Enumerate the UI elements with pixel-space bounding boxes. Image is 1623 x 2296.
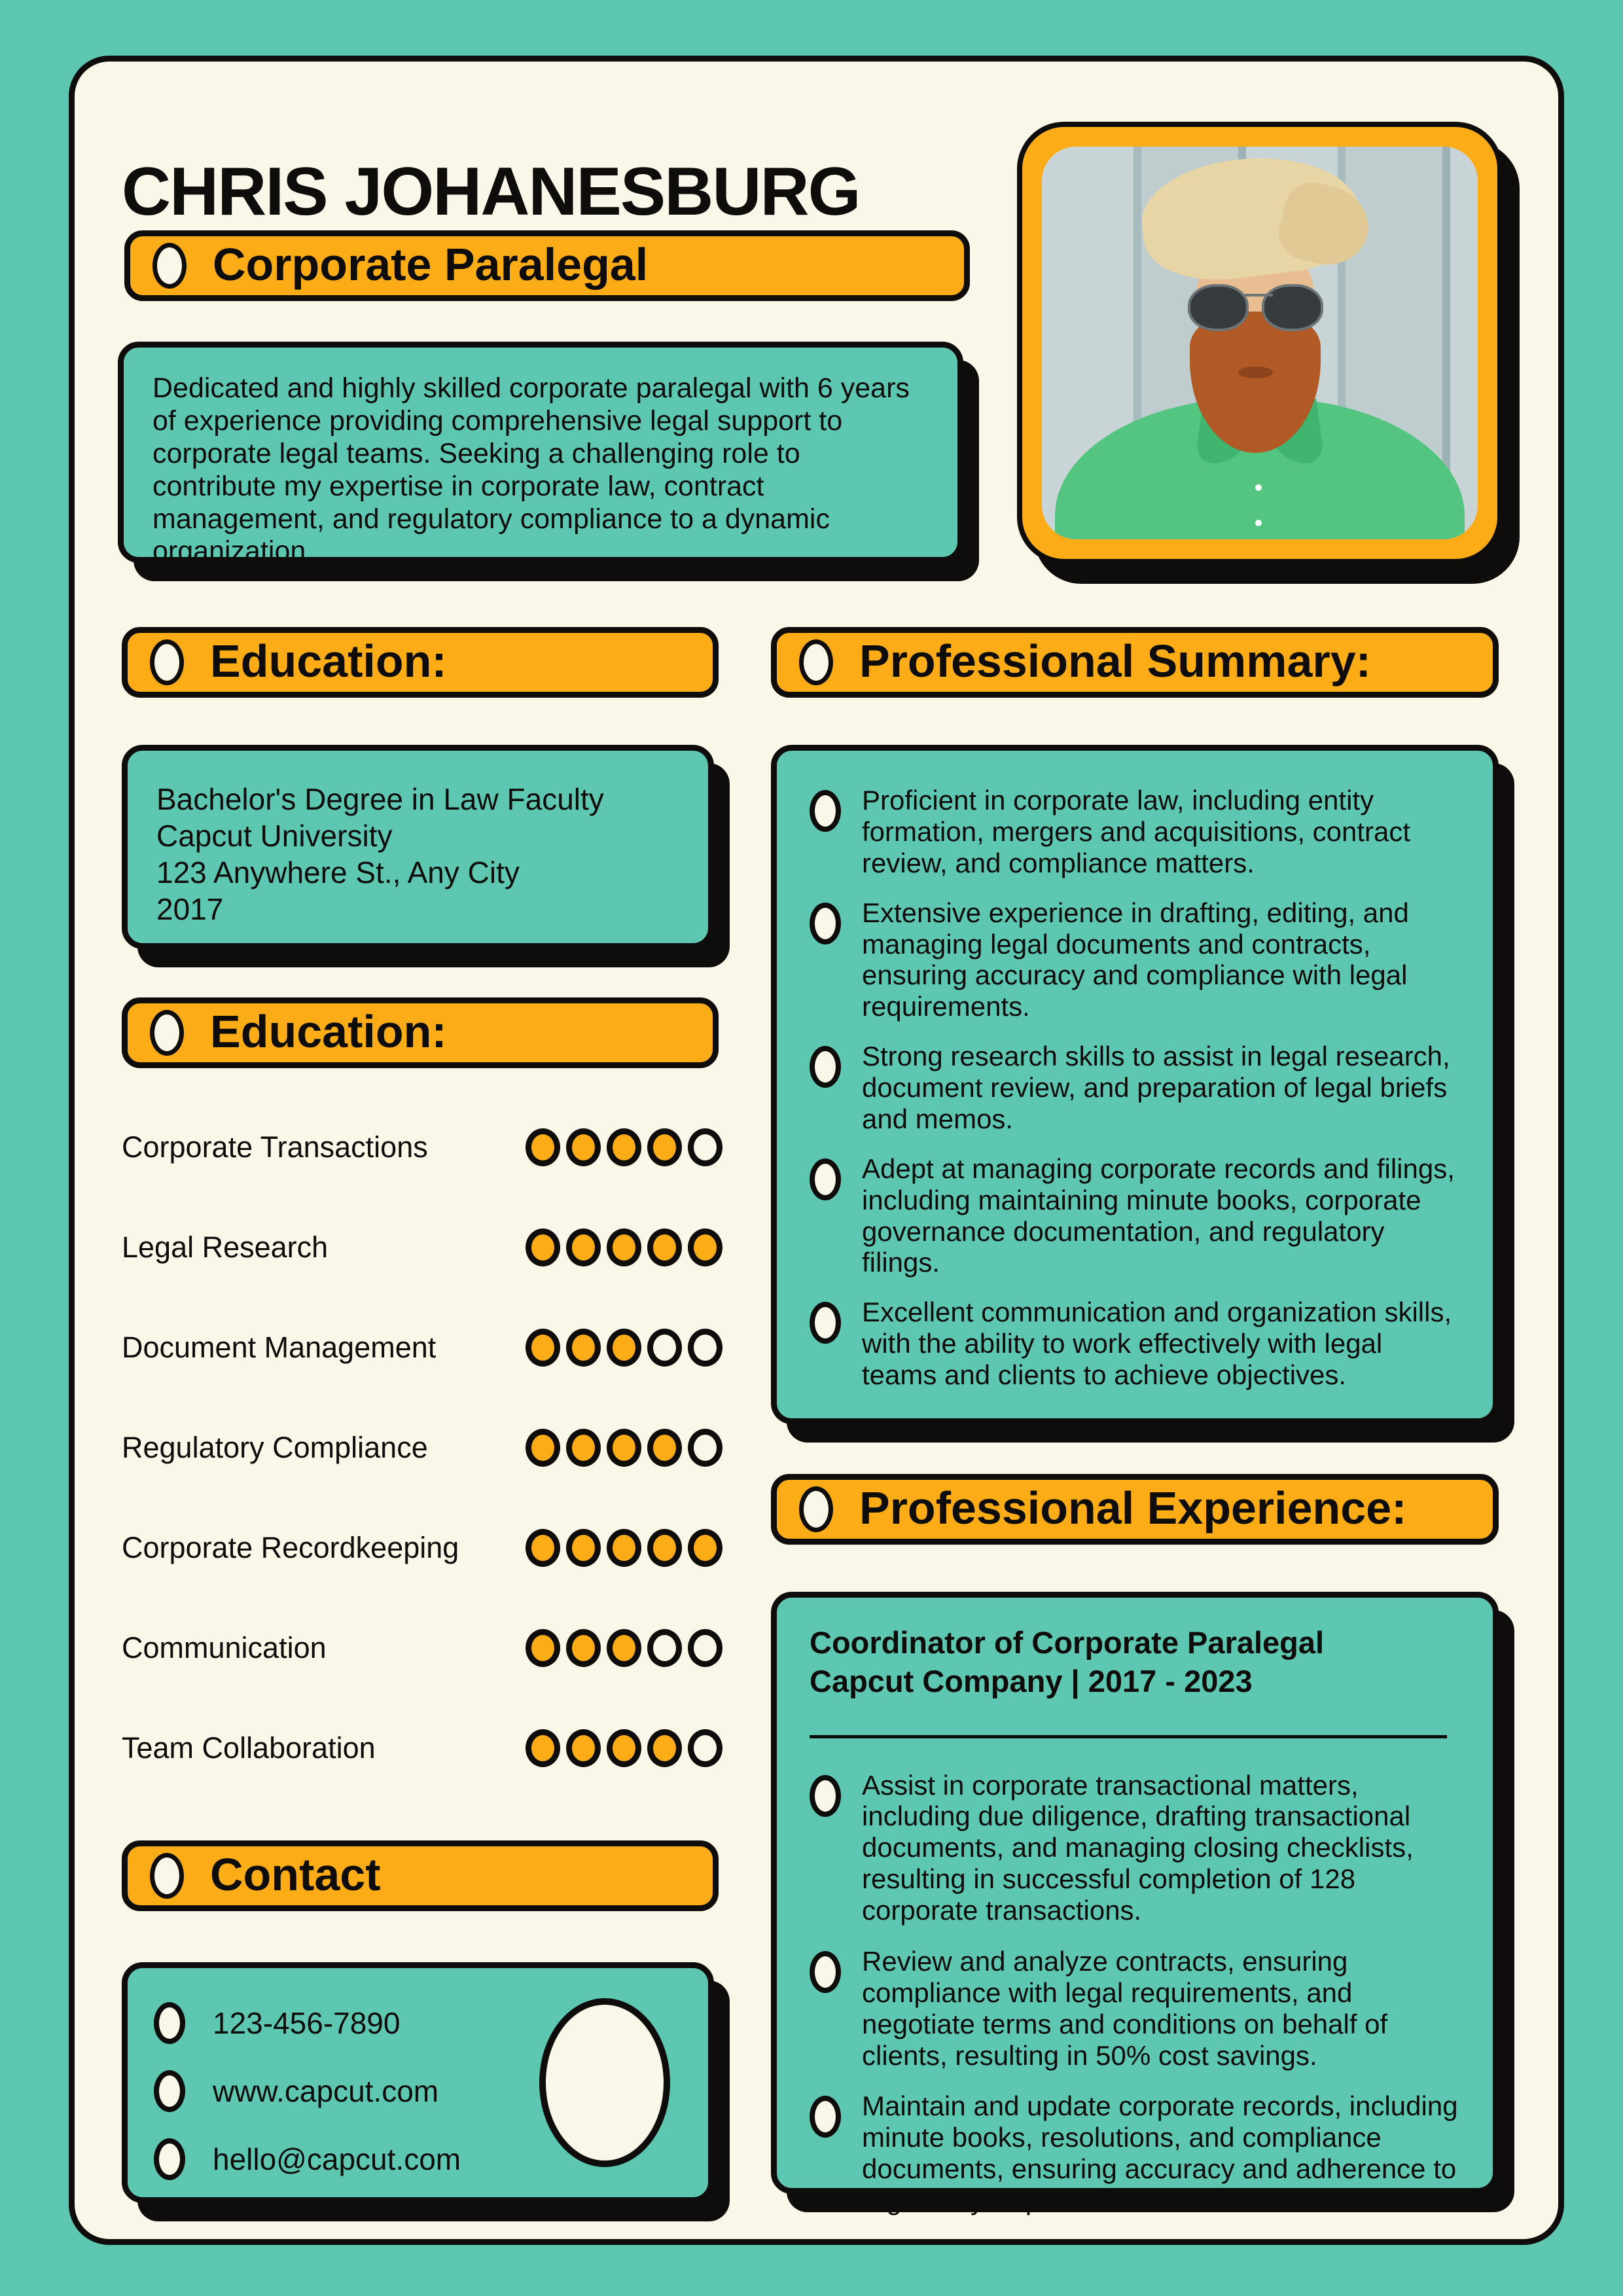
skill-row <box>122 1297 722 1397</box>
resume-card <box>69 56 1564 2245</box>
oval-bullet-icon <box>152 243 187 289</box>
rating-dot-filled-icon <box>647 1729 682 1767</box>
skill-label: Communication <box>122 1630 327 1664</box>
rating-dot-filled-icon <box>526 1529 560 1567</box>
rating-dot-filled-icon <box>647 1429 682 1467</box>
photo-sunglasses-shape <box>1262 284 1323 331</box>
photo-sunglasses-shape <box>1188 284 1249 331</box>
rating-dot-filled-icon <box>647 1529 682 1567</box>
skill-rating <box>526 1529 722 1567</box>
education-header-badge <box>122 627 719 698</box>
summary-bullet <box>810 785 1460 879</box>
education-line: Bachelor's Degree in Law Faculty <box>156 782 604 816</box>
rating-dot-filled-icon <box>566 1229 601 1266</box>
rating-dot-filled-icon <box>566 1629 601 1667</box>
oval-bullet-icon <box>810 1046 841 1088</box>
skill-rating <box>526 1629 722 1667</box>
summary-bullet <box>810 1297 1460 1391</box>
skill-rating <box>526 1329 722 1367</box>
contact-item-text: hello@capcut.com <box>213 2142 461 2176</box>
rating-dot-filled-icon <box>566 1729 601 1767</box>
oval-bullet-icon <box>799 1486 833 1532</box>
professional-experience-panel <box>771 1592 1499 2215</box>
page-title: CHRIS JOHANESBURG <box>122 153 860 230</box>
oval-bullet-icon <box>154 2070 185 2112</box>
decorative-oval-icon <box>539 1998 670 2167</box>
skill-rating <box>526 1229 722 1266</box>
rating-dot-filled-icon <box>647 1229 682 1266</box>
rating-dot-filled-icon <box>688 1229 722 1266</box>
experience-role-title: Coordinator of Corporate Paralegal <box>810 1625 1325 1660</box>
rating-dot-filled-icon <box>526 1329 560 1367</box>
rating-dot-filled-icon <box>607 1529 641 1567</box>
skill-label: Team Collaboration <box>122 1731 376 1765</box>
oval-bullet-icon <box>150 1853 184 1899</box>
professional-summary-header-label: Professional Summary: <box>859 636 1371 687</box>
rating-dot-filled-icon <box>607 1429 641 1467</box>
portrait-photo <box>1042 147 1478 539</box>
professional-summary-header-badge <box>771 627 1499 698</box>
rating-dot-filled-icon <box>688 1529 722 1567</box>
rating-dot-filled-icon <box>566 1128 601 1166</box>
skill-rating <box>526 1729 722 1767</box>
rating-dot-filled-icon <box>526 1229 560 1266</box>
rating-dot-filled-icon <box>607 1729 641 1767</box>
rating-dot-filled-icon <box>566 1429 601 1467</box>
education-header-label: Education: <box>210 636 447 687</box>
rating-dot-filled-icon <box>526 1629 560 1667</box>
oval-bullet-icon <box>810 1302 841 1344</box>
professional-experience-header-label: Professional Experience: <box>859 1482 1407 1534</box>
rating-dot-filled-icon <box>566 1329 601 1367</box>
rating-dot-empty-icon <box>647 1629 682 1667</box>
experience-bullet-text: Maintain and update corporate records, including minute books, resolutions, and compliance documents, ensuring accuracy and adherence to regulatory requirements. <box>862 2090 1458 2215</box>
summary-bullet-text: Proficient in corporate law, including entity formation, mergers and acquisitions, contract review, and compliance matters. <box>862 785 1411 878</box>
rating-dot-filled-icon <box>566 1529 601 1567</box>
rating-dot-filled-icon <box>607 1229 641 1266</box>
summary-bullet <box>810 1153 1460 1279</box>
professional-summary-bullets <box>777 751 1493 1443</box>
skills-header-badge <box>122 997 719 1068</box>
contact-list <box>128 1968 708 2197</box>
professional-summary-panel <box>771 745 1499 1424</box>
rating-dot-filled-icon <box>607 1128 641 1166</box>
rating-dot-filled-icon <box>526 1128 560 1166</box>
rating-dot-empty-icon <box>688 1729 722 1767</box>
education-line: 2017 <box>156 892 224 927</box>
education-line: 123 Anywhere St., Any City <box>156 855 520 890</box>
summary-bullet-text: Excellent communication and organization skills, with the ability to work effectively with legal teams and clients to achieve objectives. <box>862 1297 1452 1390</box>
rating-dot-empty-icon <box>688 1429 722 1467</box>
summary-bullet <box>810 897 1460 1023</box>
rating-dot-filled-icon <box>607 1629 641 1667</box>
skill-label: Regulatory Compliance <box>122 1430 428 1464</box>
skills-header-label: Education: <box>210 1006 447 1057</box>
skill-row <box>122 1498 722 1598</box>
skill-row <box>122 1097 722 1197</box>
oval-bullet-icon <box>810 2096 841 2138</box>
experience-bullet <box>810 2090 1460 2216</box>
skill-row <box>122 1197 722 1297</box>
contact-item-text: 123-456-7890 <box>213 2006 401 2040</box>
rating-dot-empty-icon <box>688 1629 722 1667</box>
summary-bullet-text: Strong research skills to assist in legal research, document review, and preparation of legal briefs and memos. <box>862 1041 1450 1134</box>
experience-bullets <box>810 1770 1460 2236</box>
rating-dot-empty-icon <box>688 1329 722 1367</box>
summary-bullet <box>810 1041 1460 1135</box>
job-title-label: Corporate Paralegal <box>213 239 649 290</box>
oval-bullet-icon <box>810 1775 841 1817</box>
divider <box>810 1735 1447 1738</box>
photo-frame <box>1017 122 1503 564</box>
intro-summary-text: Dedicated and highly skilled corporate paralegal with 6 years of experience providing comprehensive legal support to corporate legal teams. Seeking a challenging role to contribute my expertise in corporate law, contract management, and regulatory compliance to a dynamic organization. <box>152 372 910 567</box>
experience-bullet-text: Review and analyze contracts, ensuring compliance with legal requirements, and negotiate terms and conditions on behalf of clients, resulting in 50% cost savings. <box>862 1945 1388 2071</box>
experience-company-dates: Capcut Company | 2017 - 2023 <box>810 1663 1253 1698</box>
oval-bullet-icon <box>150 1010 184 1056</box>
education-panel <box>122 745 714 949</box>
experience-bullet-text: Assist in corporate transactional matters, including due diligence, drafting transactional documents, and managing closing checklists, resulting in successful completion of 128 corporate transactions. <box>862 1769 1414 1926</box>
contact-panel <box>122 1962 714 2203</box>
professional-experience-header-badge <box>771 1474 1499 1545</box>
rating-dot-filled-icon <box>526 1429 560 1467</box>
skill-row <box>122 1397 722 1498</box>
rating-dot-empty-icon <box>688 1128 722 1166</box>
oval-bullet-icon <box>799 639 833 685</box>
experience-bullet <box>810 1946 1460 2072</box>
summary-bullet-text: Extensive experience in drafting, editing, and managing legal documents and contracts, ensuring accuracy and compliance with legal requirements. <box>862 897 1409 1022</box>
rating-dot-filled-icon <box>607 1329 641 1367</box>
education-line: Capcut University <box>156 819 393 853</box>
oval-bullet-icon <box>810 903 841 944</box>
experience-content <box>777 1598 1493 2262</box>
oval-bullet-icon <box>154 2138 185 2180</box>
rating-dot-filled-icon <box>647 1128 682 1166</box>
skill-row <box>122 1698 722 1798</box>
skill-label: Document Management <box>122 1330 437 1364</box>
rating-dot-filled-icon <box>526 1729 560 1767</box>
contact-header-label: Contact <box>210 1849 381 1900</box>
skill-row <box>122 1598 722 1698</box>
contact-header-badge <box>122 1840 719 1911</box>
skills-list <box>122 1097 722 1798</box>
photo-mouth-shape <box>1238 367 1273 378</box>
skill-rating <box>526 1128 722 1166</box>
contact-item-text: www.capcut.com <box>213 2074 439 2108</box>
intro-summary-panel <box>118 342 963 567</box>
skill-label: Corporate Recordkeeping <box>122 1530 459 1564</box>
oval-bullet-icon <box>154 2002 185 2044</box>
skill-rating <box>526 1429 722 1467</box>
oval-bullet-icon <box>810 1951 841 1993</box>
experience-bullet <box>810 1770 1460 1926</box>
rating-dot-empty-icon <box>647 1329 682 1367</box>
skill-label: Corporate Transactions <box>122 1130 428 1164</box>
education-details <box>128 751 708 958</box>
oval-bullet-icon <box>810 790 841 832</box>
summary-bullet-text: Adept at managing corporate records and filings, including maintaining minute books, corporate governance documentation, and regulatory filings. <box>862 1153 1455 1278</box>
skill-label: Legal Research <box>122 1230 329 1264</box>
photo-sunglasses-bridge-shape <box>1242 294 1273 296</box>
oval-bullet-icon <box>810 1158 841 1200</box>
job-title-badge <box>124 230 970 301</box>
oval-bullet-icon <box>150 639 184 685</box>
